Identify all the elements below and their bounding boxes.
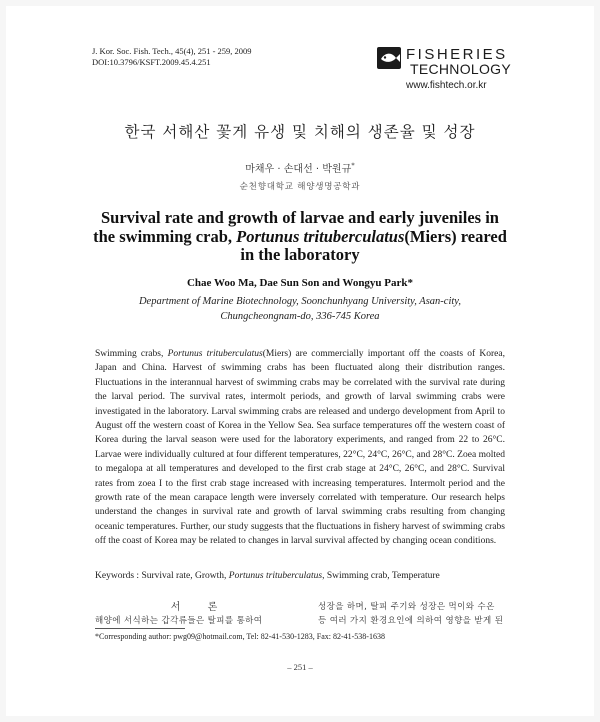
korean-author-names: 마채우 · 손대선 · 박원규 xyxy=(245,164,352,175)
journal-citation xyxy=(92,46,252,68)
department-line1: Department of Marine Biotechnology, Soonchunhyang University, Asan-city, xyxy=(138,296,462,307)
intro-right-column xyxy=(318,600,508,628)
abstract xyxy=(95,347,505,549)
abstract-body: (Miers) are commercially important off the coasts of Korea, Japan and China. Harvest of swimming crabs has been fluctuated along their distribution ranges. Fluctuations in the interannual harvest of swimming crabs may be correlated with the survival rate during the larval period. The survival rates, intermolt periods, and growth of larval swimming crabs were investigated in the laboratory. Larval swimming crabs are released and undergo development from April to August off the western coast of Korea in the Yellow Sea. Sea surface temperatures off the western coast of Korea during the larval season were used for the laboratory experiments, and ranged from 22 to 26°C. Larvae were individually cultured at four different temperatures, 22°C, 24°C, 26°C, and 28°C. Zoea molted to megalopa at all temperatures and developed to the first crab stage at 24°C, 26°C, and 28°C. Survival rates from zoea I to the first crab stage increased with increasing temperatures. Intermolt period and the growth rate of the mean carapace length were inversely correlated with temperature. Our research helps understand the changes in survival rate and growth of larval swimming crabs resulting from changing oceanic temperatures. Further, our study suggests that the fluctuations in fishery harvest of swimming crabs off the coast of Korea may be related to changes in larval survival affected by changing ocean conditions. xyxy=(95,349,505,547)
english-title xyxy=(90,209,510,265)
corresponding-author-footnote: *Corresponding author: pwg09@hotmail.com, Tel: 82-41-530-1283, Fax: 82-41-538-1638 xyxy=(95,632,385,641)
korean-department: 순천향대학교 해양생명공학과 xyxy=(239,182,361,192)
journal-logo xyxy=(376,44,516,94)
keywords xyxy=(95,571,515,581)
fish-logo-icon xyxy=(376,46,402,70)
intro-right-line: 성장을 하며, 탈피 주기와 성장은 먹이와 수온 xyxy=(318,602,495,612)
intro-left-line: 해양에 서식하는 갑각류들은 탈피를 통하여 xyxy=(95,616,263,626)
title-part1: Survival rate and growth of larvae and early juveniles in the swimming crab, xyxy=(93,208,499,246)
korean-title: 한국 서해산 꽃게 유생 및 치해의 생존율 및 성장 xyxy=(124,123,476,141)
journal-doi: DOI:10.3796/KSFT.2009.45.4.251 xyxy=(92,57,211,67)
corresponding-mark: * xyxy=(351,161,355,170)
english-department xyxy=(0,295,600,324)
journal-reference: J. Kor. Soc. Fish. Tech., 45(4), 251 - 259, 2009 xyxy=(92,46,252,56)
korean-authors xyxy=(0,160,600,175)
logo-text-technology: TECHNOLOGY xyxy=(410,61,512,77)
footnote-divider xyxy=(95,628,185,629)
title-part2: (Miers) reared in the laboratory xyxy=(240,226,507,264)
title-species: Portunus trituberculatus xyxy=(236,226,405,246)
logo-text-fisheries: FISHERIES xyxy=(406,46,508,63)
journal-url[interactable]: www.fishtech.or.kr xyxy=(406,80,487,91)
abstract-species: Portunus trituberculatus xyxy=(167,349,263,359)
keywords-label: Keywords : Survival rate, Growth, xyxy=(95,571,229,581)
english-authors: Chae Woo Ma, Dae Sun Son and Wongyu Park* xyxy=(186,277,414,289)
department-line2: Chungcheongnam-do, 336-745 Korea xyxy=(220,310,380,322)
keywords-rest: , Swimming crab, Temperature xyxy=(322,571,440,581)
abstract-lead: Swimming crabs, xyxy=(95,349,168,359)
intro-left-column xyxy=(95,614,307,626)
section-title-introduction: 서 론 xyxy=(170,602,230,613)
keywords-species: Portunus trituberculatus xyxy=(228,571,323,581)
page-number: – 251 – xyxy=(287,662,313,672)
intro-right-line: 등 여러 가지 환경요인에 의하여 영향을 받게 된 xyxy=(318,616,504,626)
